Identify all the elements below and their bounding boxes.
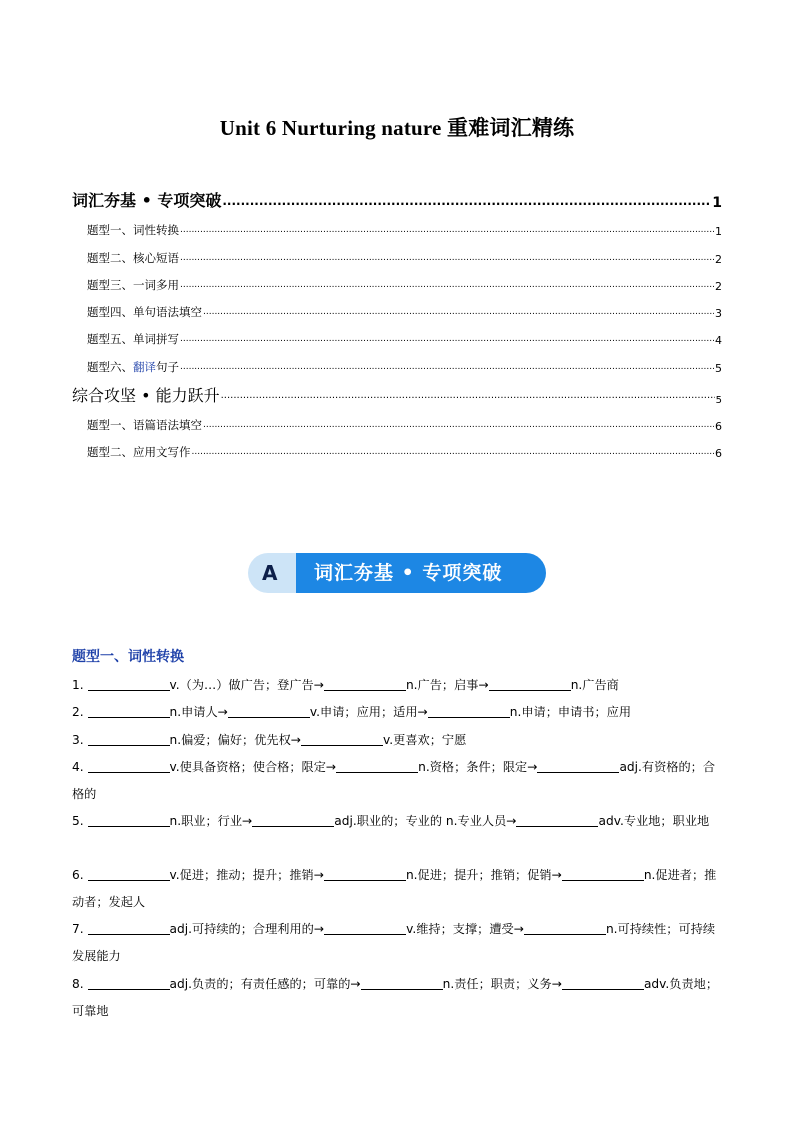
toc-entry-page: 6 xyxy=(715,420,722,434)
toc-entry[interactable] xyxy=(72,320,722,347)
toc-entry[interactable] xyxy=(72,266,722,293)
item-text: n.偏爱；偏好；优先权→ xyxy=(169,733,302,747)
toc-entry-label: 题型一、词性转换 xyxy=(87,223,179,238)
toc-entry[interactable] xyxy=(72,433,722,460)
item-text: adj.可持续的；合理利用的→ xyxy=(169,922,325,936)
item-text: n.资格；条件；限定→ xyxy=(418,760,538,774)
answer-blank[interactable] xyxy=(524,922,606,935)
section-banner-title: 词汇夯基 • 专项突破 xyxy=(314,562,503,584)
toc-entry-page: 3 xyxy=(715,307,722,321)
toc-entry-label: 题型二、核心短语 xyxy=(87,250,179,265)
answer-blank[interactable] xyxy=(228,705,310,718)
toc-entry-page: 4 xyxy=(715,334,722,348)
item-number: 1. xyxy=(72,678,84,692)
answer-blank[interactable] xyxy=(361,977,443,990)
toc-entry-page: 6 xyxy=(715,447,722,461)
answer-blank[interactable] xyxy=(88,678,170,691)
toc-entry-label: 题型二、应用文写作 xyxy=(87,445,191,460)
table-of-contents xyxy=(72,180,722,460)
item-text: v.促进；推动；提升；推销→ xyxy=(169,868,324,882)
item-text: n.广告商 xyxy=(570,678,619,692)
toc-dot-leader xyxy=(180,250,714,266)
toc-entry-label: 题型三、一词多用 xyxy=(87,277,179,292)
item-number: 5. xyxy=(72,814,84,828)
section-heading: 题型一、词性转换 xyxy=(72,649,184,665)
item-text: n.广告；启事→ xyxy=(405,678,489,692)
exercise-item xyxy=(72,971,724,1025)
item-number: 3. xyxy=(72,733,84,747)
answer-blank[interactable] xyxy=(88,705,170,718)
answer-blank[interactable] xyxy=(88,760,170,773)
item-text: v.申请；应用；适用→ xyxy=(309,705,428,719)
exercise-item xyxy=(72,754,724,808)
toc-dot-leader xyxy=(203,304,714,320)
answer-blank[interactable] xyxy=(562,868,644,881)
answer-blank[interactable] xyxy=(516,814,598,827)
answer-blank[interactable] xyxy=(562,977,644,990)
item-text: adj.职业的；专业的 n.专业人员→ xyxy=(334,814,517,828)
item-text: n.促进者；推动者；发起人 xyxy=(72,868,717,909)
item-text: n.责任；职责；义务→ xyxy=(442,977,562,991)
item-text: v.（为…）做广告；登广告→ xyxy=(169,678,324,692)
toc-entry-page: 2 xyxy=(715,252,722,266)
document-title: Unit 6 Nurturing nature 重难词汇精练 xyxy=(219,116,575,140)
toc-entry-page: 1 xyxy=(715,225,722,239)
item-number: 6. xyxy=(72,868,84,882)
answer-blank[interactable] xyxy=(88,977,170,990)
item-text: n.促进；提升；推销；促销→ xyxy=(405,868,562,882)
item-text: n.职业；行业→ xyxy=(169,814,253,828)
toc-entry-page: 2 xyxy=(715,279,722,293)
exercise-item xyxy=(72,672,724,699)
item-text: n.申请；申请书；应用 xyxy=(509,705,632,719)
item-text: v.更喜欢；宁愿 xyxy=(383,733,467,747)
toc-label-suffix: 句子 xyxy=(156,359,179,374)
toc-entry[interactable] xyxy=(72,180,722,211)
toc-label-prefix: 题型六、 xyxy=(87,359,133,374)
item-text: n.申请人→ xyxy=(169,705,228,719)
toc-entry-label: 词汇夯基 • 专项突破 xyxy=(72,191,222,210)
toc-dot-leader xyxy=(180,359,714,375)
exercise-item xyxy=(72,808,724,835)
toc-entry[interactable] xyxy=(72,211,722,238)
toc-entry-label: 题型一、语篇语法填空 xyxy=(87,418,202,433)
item-number: 8. xyxy=(72,977,84,991)
item-text: adv.专业地；职业地 xyxy=(598,814,710,828)
toc-entry-label: 综合攻坚 • 能力跃升 xyxy=(72,385,220,405)
section-banner-badge xyxy=(248,553,296,593)
exercise-item xyxy=(72,916,724,970)
toc-dot-leader xyxy=(203,417,714,433)
toc-dot-leader xyxy=(180,277,714,293)
toc-dot-leader xyxy=(222,191,711,211)
toc-label-highlight: 翻译 xyxy=(133,359,156,374)
toc-dot-leader xyxy=(180,222,714,238)
toc-dot-leader xyxy=(192,444,715,460)
item-text: adj.有资格的；合格的 xyxy=(72,760,716,801)
item-text: adv.负责地；可靠地 xyxy=(72,977,719,1018)
toc-entry-page: 1 xyxy=(712,195,722,211)
toc-dot-leader xyxy=(221,386,715,406)
exercise-item xyxy=(72,699,724,726)
answer-blank[interactable] xyxy=(88,868,170,881)
toc-entry-label: 题型四、单句语法填空 xyxy=(87,305,202,320)
toc-entry-page: 5 xyxy=(715,394,722,406)
toc-dot-leader xyxy=(180,331,714,347)
item-number: 4. xyxy=(72,760,84,774)
answer-blank[interactable] xyxy=(324,868,406,881)
answer-blank[interactable] xyxy=(252,814,334,827)
toc-entry[interactable] xyxy=(72,238,722,265)
item-text: v.维持；支撑；遭受→ xyxy=(406,922,524,936)
answer-blank[interactable] xyxy=(489,678,571,691)
exercise-item xyxy=(72,862,724,916)
toc-entry-label xyxy=(87,359,179,375)
section-banner-bar xyxy=(278,553,546,593)
section-banner xyxy=(248,553,546,593)
item-text: adj.负责的；有责任感的；可靠的→ xyxy=(169,977,361,991)
item-number: 7. xyxy=(72,922,84,936)
answer-blank[interactable] xyxy=(88,922,170,935)
toc-entry[interactable] xyxy=(72,293,722,320)
answer-blank[interactable] xyxy=(537,760,619,773)
answer-blank[interactable] xyxy=(336,760,418,773)
answer-blank[interactable] xyxy=(88,814,170,827)
toc-entry[interactable] xyxy=(72,406,722,433)
item-text: n.可持续性；可持续发展能力 xyxy=(72,922,716,963)
exercise-item xyxy=(72,727,724,754)
item-text: v.使具备资格；使合格；限定→ xyxy=(169,760,337,774)
answer-blank[interactable] xyxy=(88,733,170,746)
item-number: 2. xyxy=(72,705,84,719)
answer-blank[interactable] xyxy=(324,678,406,691)
answer-blank[interactable] xyxy=(301,733,383,746)
answer-blank[interactable] xyxy=(324,922,406,935)
section-banner-letter: A xyxy=(262,561,278,585)
toc-entry-label: 题型五、单词拼写 xyxy=(87,332,179,347)
answer-blank[interactable] xyxy=(428,705,510,718)
toc-entry[interactable] xyxy=(72,347,722,374)
toc-entry-page: 5 xyxy=(715,361,722,375)
toc-entry[interactable] xyxy=(72,375,722,406)
